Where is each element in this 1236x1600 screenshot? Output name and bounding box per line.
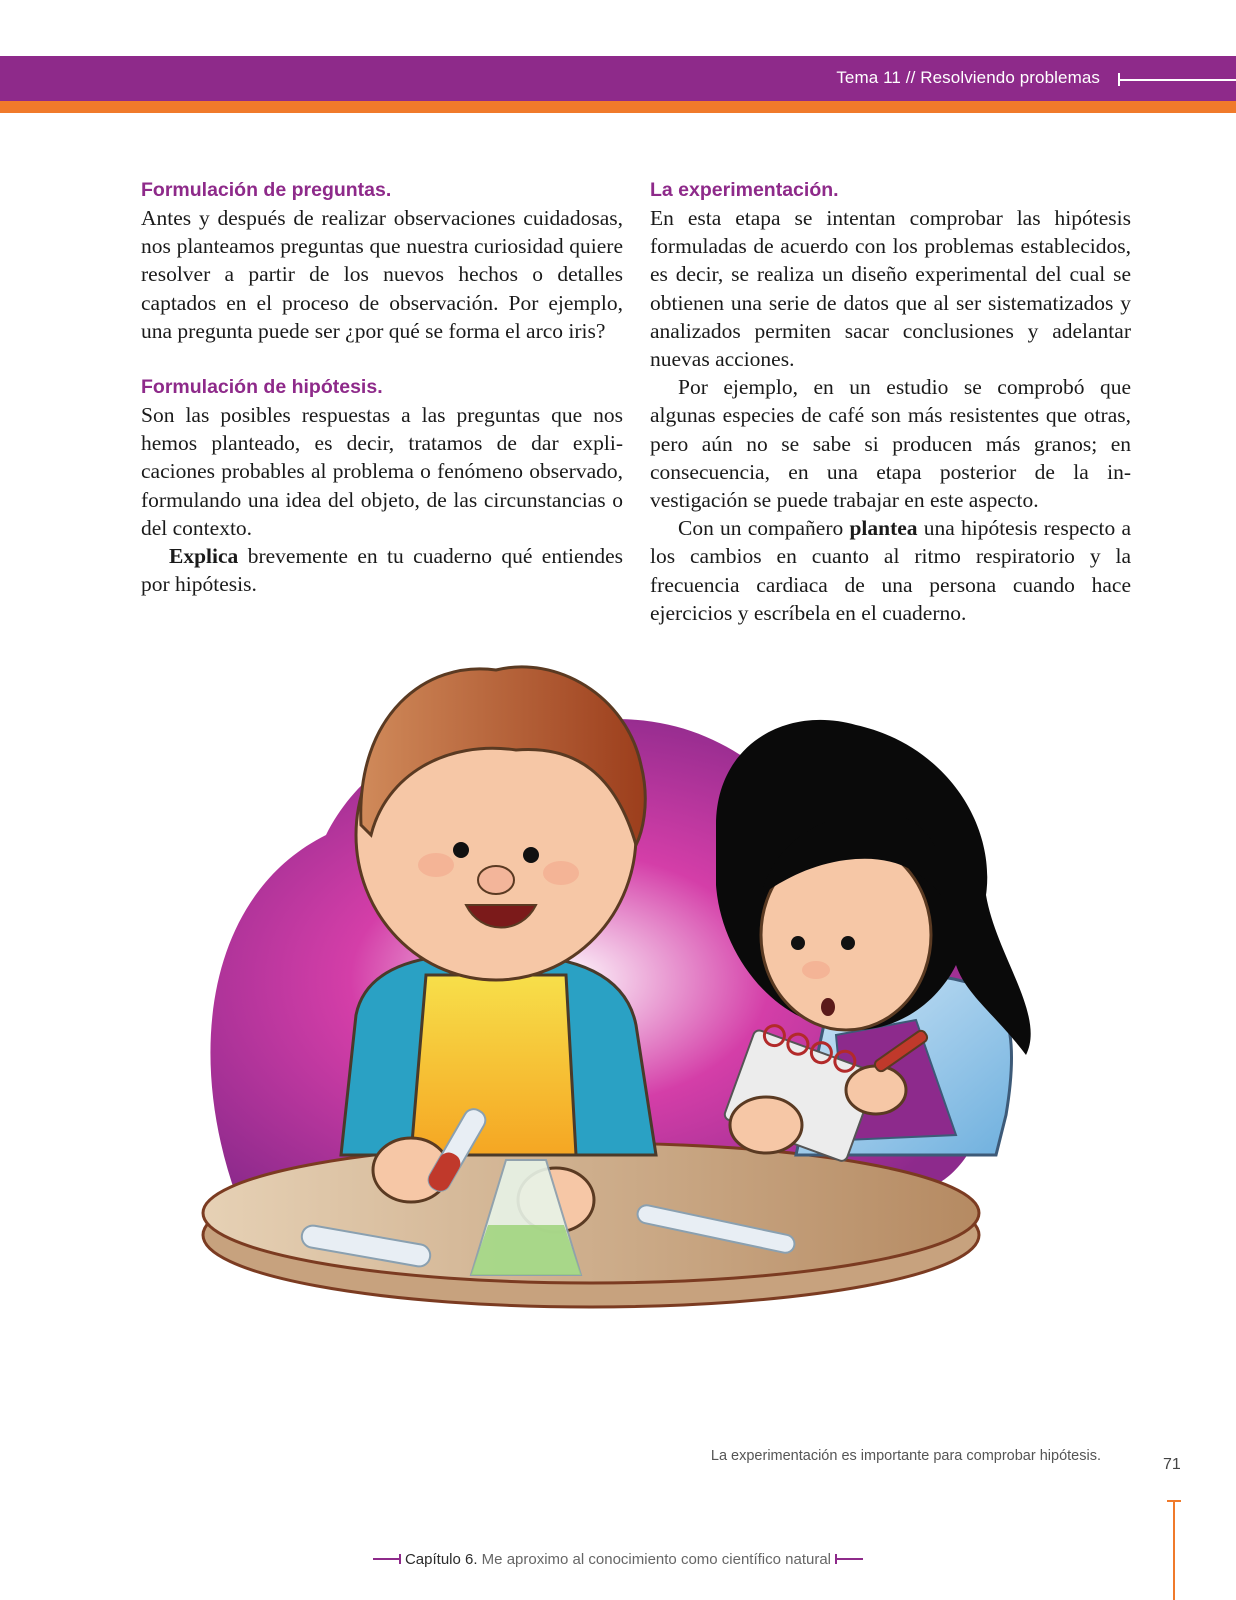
header-rule xyxy=(1118,79,1236,81)
paragraph-explica xyxy=(141,542,623,598)
footer xyxy=(0,1551,1236,1568)
footer-rule-left-tick xyxy=(399,1554,401,1564)
footer-title: Me aproximo al conocimiento como científico natural xyxy=(477,1551,832,1568)
page-number: 71 xyxy=(1163,1456,1181,1473)
section-title-preguntas: Formulación de preguntas. xyxy=(141,179,392,201)
footer-rule-left xyxy=(373,1558,399,1560)
header-title: Tema 11 // Resolviendo problemas xyxy=(836,68,1100,87)
footer-rule-right xyxy=(837,1558,863,1560)
right-column xyxy=(650,176,1131,627)
plantea-text-rest: una hipótesis respecto a los cambios en cuanto al ritmo respiratorio y la frecuencia cardiaca de una persona cuando hace ejercicios y escríbela en el cuaderno. xyxy=(650,516,1131,625)
header-accent-line xyxy=(0,101,1236,113)
paragraph-hipotesis: Son las posibles respuestas a las preguntas que nos hemos planteado, es decir, tratamos de dar explicaciones probables al problema o fenómeno observado, formulando una idea del objeto, de las circunstancias o del contexto. xyxy=(141,403,623,540)
figure-caption: La experimentación es importante para comprobar hipótesis. xyxy=(710,1448,1101,1464)
plantea-bold: plantea xyxy=(849,516,918,541)
explica-text: brevemente en tu cuaderno qué entiendes por hipótesis. xyxy=(141,544,623,597)
left-column xyxy=(141,176,623,598)
children-experiment-illustration xyxy=(196,635,1076,1335)
section-title-experimentacion: La experimentación. xyxy=(650,179,839,201)
section-title-hipotesis: Formulación de hipótesis. xyxy=(141,376,383,399)
paragraph-ejemplo-cafe: Por ejemplo, en un estudio se comprobó que algunas especies de café son más resistentes que otras, pero aún no se sabe si producen más granos; en consecuencia, en una etapa posterior de la investigación se puede trabajar en este aspecto. xyxy=(650,375,1131,513)
plantea-text-start: Con un compañero xyxy=(678,516,850,541)
paragraph-experimentacion: En esta etapa se intentan comprobar las hipótesis formuladas de acuerdo con los problemas establecidos, es decir, se realiza un diseño experimental del cual se obtienen una serie de datos que al ser sistematizados y analizados permiten sacar conclusiones y adelantar nuevas acciones. xyxy=(650,206,1131,372)
paragraph-plantea xyxy=(650,514,1131,627)
footer-chapter: Capítulo 6. xyxy=(404,1551,478,1568)
paragraph-preguntas: Antes y después de realizar observaciones cuidadosas, nos planteamos preguntas que nuestra curiosidad quiere resolver a partir de los nuevos hechos o detalles captados en el proceso de observación. Por ejemplo, una pregunta puede ser ¿por qué se forma el arco iris? xyxy=(141,206,623,343)
explica-bold: Explica xyxy=(169,544,239,569)
girl xyxy=(716,720,1031,1163)
margin-rule xyxy=(1173,1500,1175,1600)
table xyxy=(203,1143,979,1307)
